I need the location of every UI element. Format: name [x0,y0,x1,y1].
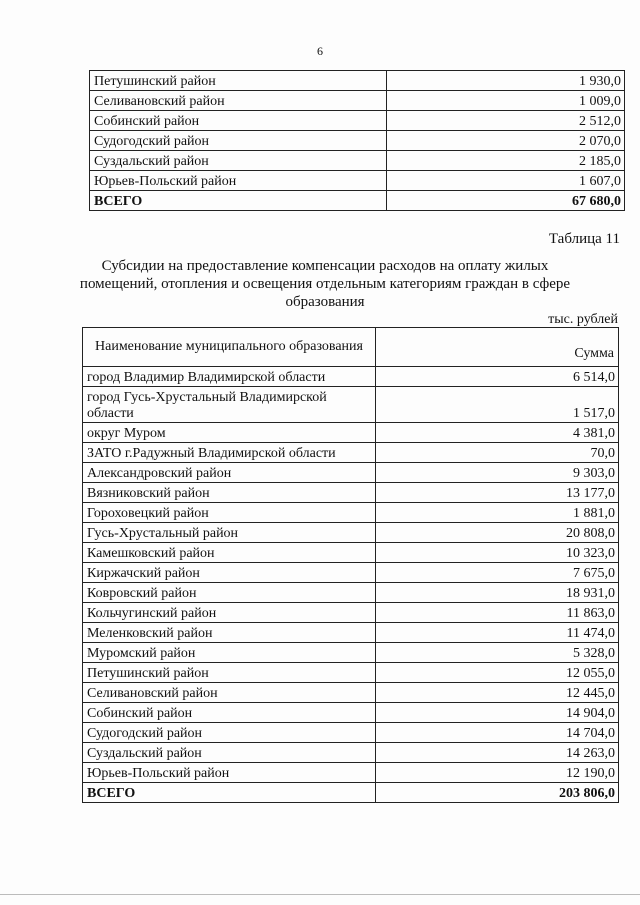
page-number: 6 [317,44,323,58]
row-value: 14 263,0 [376,743,619,763]
table-row [90,71,625,91]
table-row [83,603,619,623]
table-row [83,523,619,543]
row-name: город Гусь-Хрустальный Владимирской области [83,387,376,423]
table-row [83,483,619,503]
row-value: 13 177,0 [376,483,619,503]
row-value: 11 863,0 [376,603,619,623]
row-value: 20 808,0 [376,523,619,543]
table-row [83,683,619,703]
row-value: 6 514,0 [376,367,619,387]
row-value: 12 190,0 [376,763,619,783]
row-name: Ковровский район [83,583,376,603]
row-name: Киржачский район [83,563,376,583]
table-row [83,423,619,443]
row-value: 2 512,0 [387,111,625,131]
row-value: 18 931,0 [376,583,619,603]
table-row [83,367,619,387]
row-name: Петушинский район [90,71,387,91]
row-value: 11 474,0 [376,623,619,643]
table-row [83,463,619,483]
table-row [90,111,625,131]
table-row [90,151,625,171]
bottom-rule [0,894,640,895]
table-row [83,583,619,603]
row-value: 10 323,0 [376,543,619,563]
row-value: 1 930,0 [387,71,625,91]
row-value: 12 055,0 [376,663,619,683]
row-name: Суздальский район [90,151,387,171]
row-name: Собинский район [83,703,376,723]
row-name: Петушинский район [83,663,376,683]
total-label: ВСЕГО [83,783,376,803]
row-name: округ Муром [83,423,376,443]
table-row [90,91,625,111]
row-name: Гусь-Хрустальный район [83,523,376,543]
row-value: 14 704,0 [376,723,619,743]
table-caption: Таблица 11 [548,231,620,247]
table-row [90,171,625,191]
subsidies-table [82,327,619,803]
table-row [83,703,619,723]
row-name: Собинский район [90,111,387,131]
row-name: Меленковский район [83,623,376,643]
table-row [83,563,619,583]
row-value: 14 904,0 [376,703,619,723]
row-value: 5 328,0 [376,643,619,663]
row-value: 2 070,0 [387,131,625,151]
table-row [83,743,619,763]
header-sum: Сумма [376,328,619,367]
row-value: 7 675,0 [376,563,619,583]
row-name: ЗАТО г.Радужный Владимирской области [83,443,376,463]
row-name: Камешковский район [83,543,376,563]
table-title: Субсидии на предоставление компенсации расходов на оплату жилых помещений, отопления и освещения отдельным категориям граждан в сфере образования [79,258,571,310]
total-value: 203 806,0 [376,783,619,803]
table-row [83,543,619,563]
row-value: 1 881,0 [376,503,619,523]
table-row [83,503,619,523]
total-row [83,783,619,803]
row-value: 70,0 [376,443,619,463]
table-row [83,643,619,663]
total-row [90,191,625,211]
table-row [83,443,619,463]
row-name: Кольчугинский район [83,603,376,623]
table-row [83,387,619,423]
row-value: 1 517,0 [376,387,619,423]
table-row [83,763,619,783]
row-name: Судогодский район [83,723,376,743]
total-label: ВСЕГО [90,191,387,211]
row-name: Юрьев-Польский район [83,763,376,783]
row-value: 1 009,0 [387,91,625,111]
table-row [83,623,619,643]
row-name: Юрьев-Польский район [90,171,387,191]
row-value: 2 185,0 [387,151,625,171]
row-value: 1 607,0 [387,171,625,191]
row-name: Селивановский район [90,91,387,111]
header-row [83,328,619,367]
row-name: Вязниковский район [83,483,376,503]
row-name: Суздальский район [83,743,376,763]
units-label: тыс. рублей [548,312,618,327]
total-value: 67 680,0 [387,191,625,211]
row-value: 9 303,0 [376,463,619,483]
row-value: 4 381,0 [376,423,619,443]
table-row [83,723,619,743]
row-value: 12 445,0 [376,683,619,703]
top-table [89,70,625,211]
row-name: Александровский район [83,463,376,483]
row-name: Гороховецкий район [83,503,376,523]
row-name: город Владимир Владимирской области [83,367,376,387]
header-name: Наименование муниципального образования [83,328,376,367]
row-name: Судогодский район [90,131,387,151]
table-row [90,131,625,151]
row-name: Селивановский район [83,683,376,703]
table-row [83,663,619,683]
row-name: Муромский район [83,643,376,663]
